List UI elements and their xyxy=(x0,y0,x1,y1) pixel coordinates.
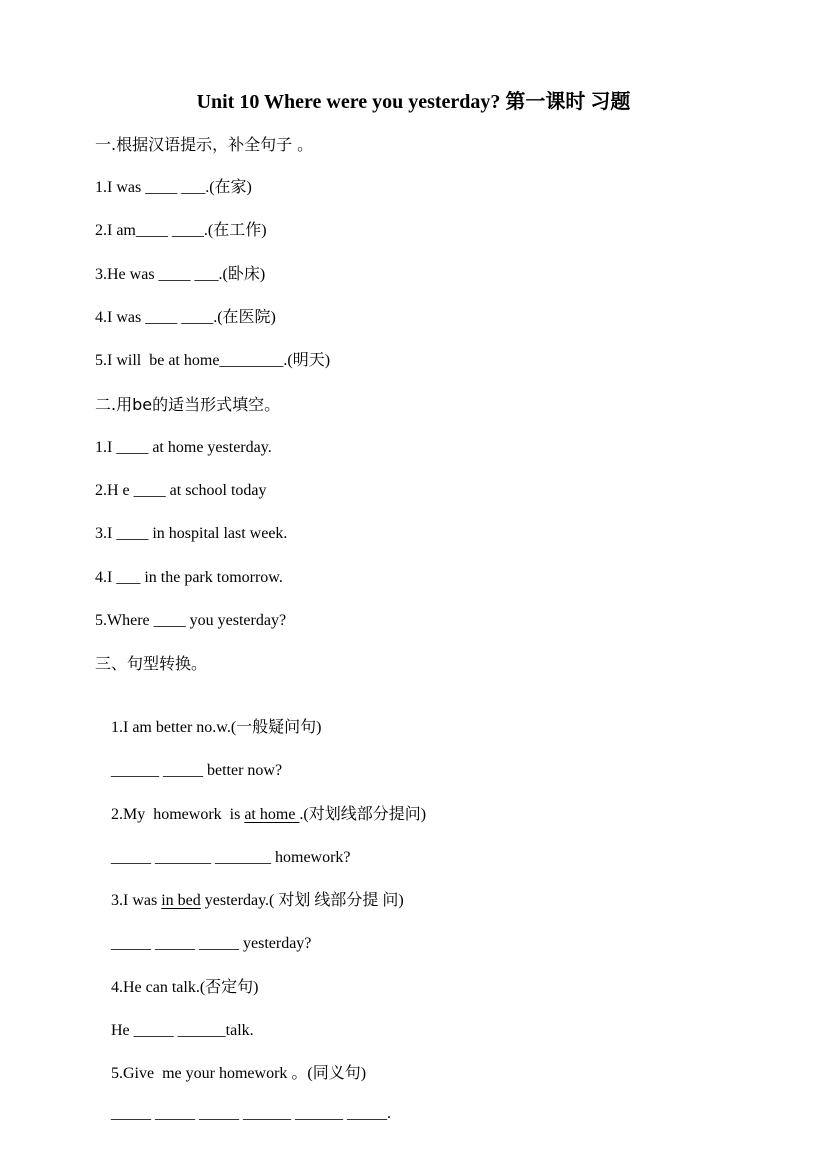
line-text: _____ _______ _______ homework? xyxy=(111,849,351,866)
section-3-heading: 三、句型转换。 xyxy=(95,654,208,673)
underlined-phrase: in bed xyxy=(161,892,201,909)
section-2-question-2: 2.H e ____ at school today xyxy=(95,482,267,499)
line-text: 5.Give me your homework 。(同义句) xyxy=(111,1065,367,1082)
line-text: He _____ ______talk. xyxy=(111,1022,254,1039)
line-text: 4.He can talk.(否定句) xyxy=(111,979,259,996)
section-1-question-4: 4.I was ____ ____.(在医院) xyxy=(95,309,276,326)
line-text: .(对划线部分提问) xyxy=(299,806,427,823)
section-2-question-3: 3.I ____ in hospital last week. xyxy=(95,525,288,542)
line-text: yesterday.( 对划 线部分提 问) xyxy=(200,892,404,909)
section-1-question-5: 5.I will be at home________.(明天) xyxy=(95,352,331,369)
underlined-phrase: at home xyxy=(244,806,300,823)
section-1-question-2: 2.I am____ ____.(在工作) xyxy=(95,222,267,239)
line-text: _____ _____ _____ ______ ______ _____. xyxy=(111,1105,391,1122)
section-2-heading: 二.用be的适当形式填空。 xyxy=(95,395,281,414)
line-text: ______ _____ better now? xyxy=(111,762,283,779)
section-3-answer-5 xyxy=(95,1084,391,1144)
line-text: 1.I am better no.w.(一般疑问句) xyxy=(111,719,322,736)
section-1-heading: 一.根据汉语提示，补全句子 。 xyxy=(95,135,314,154)
worksheet-title: Unit 10 Where were you yesterday? 第一课时 习题 xyxy=(196,91,631,113)
line-text: 2.My homework is xyxy=(111,806,245,823)
section-2-question-4: 4.I ___ in the park tomorrow. xyxy=(95,569,283,586)
section-1-question-3: 3.He was ____ ___.(卧床) xyxy=(95,266,266,283)
line-text: 3.I was xyxy=(111,892,162,909)
line-text: _____ _____ _____ yesterday? xyxy=(111,935,312,952)
section-2-question-1: 1.I ____ at home yesterday. xyxy=(95,439,272,456)
section-2-question-5: 5.Where ____ you yesterday? xyxy=(95,612,287,629)
section-1-question-1: 1.I was ____ ___.(在家) xyxy=(95,179,252,196)
